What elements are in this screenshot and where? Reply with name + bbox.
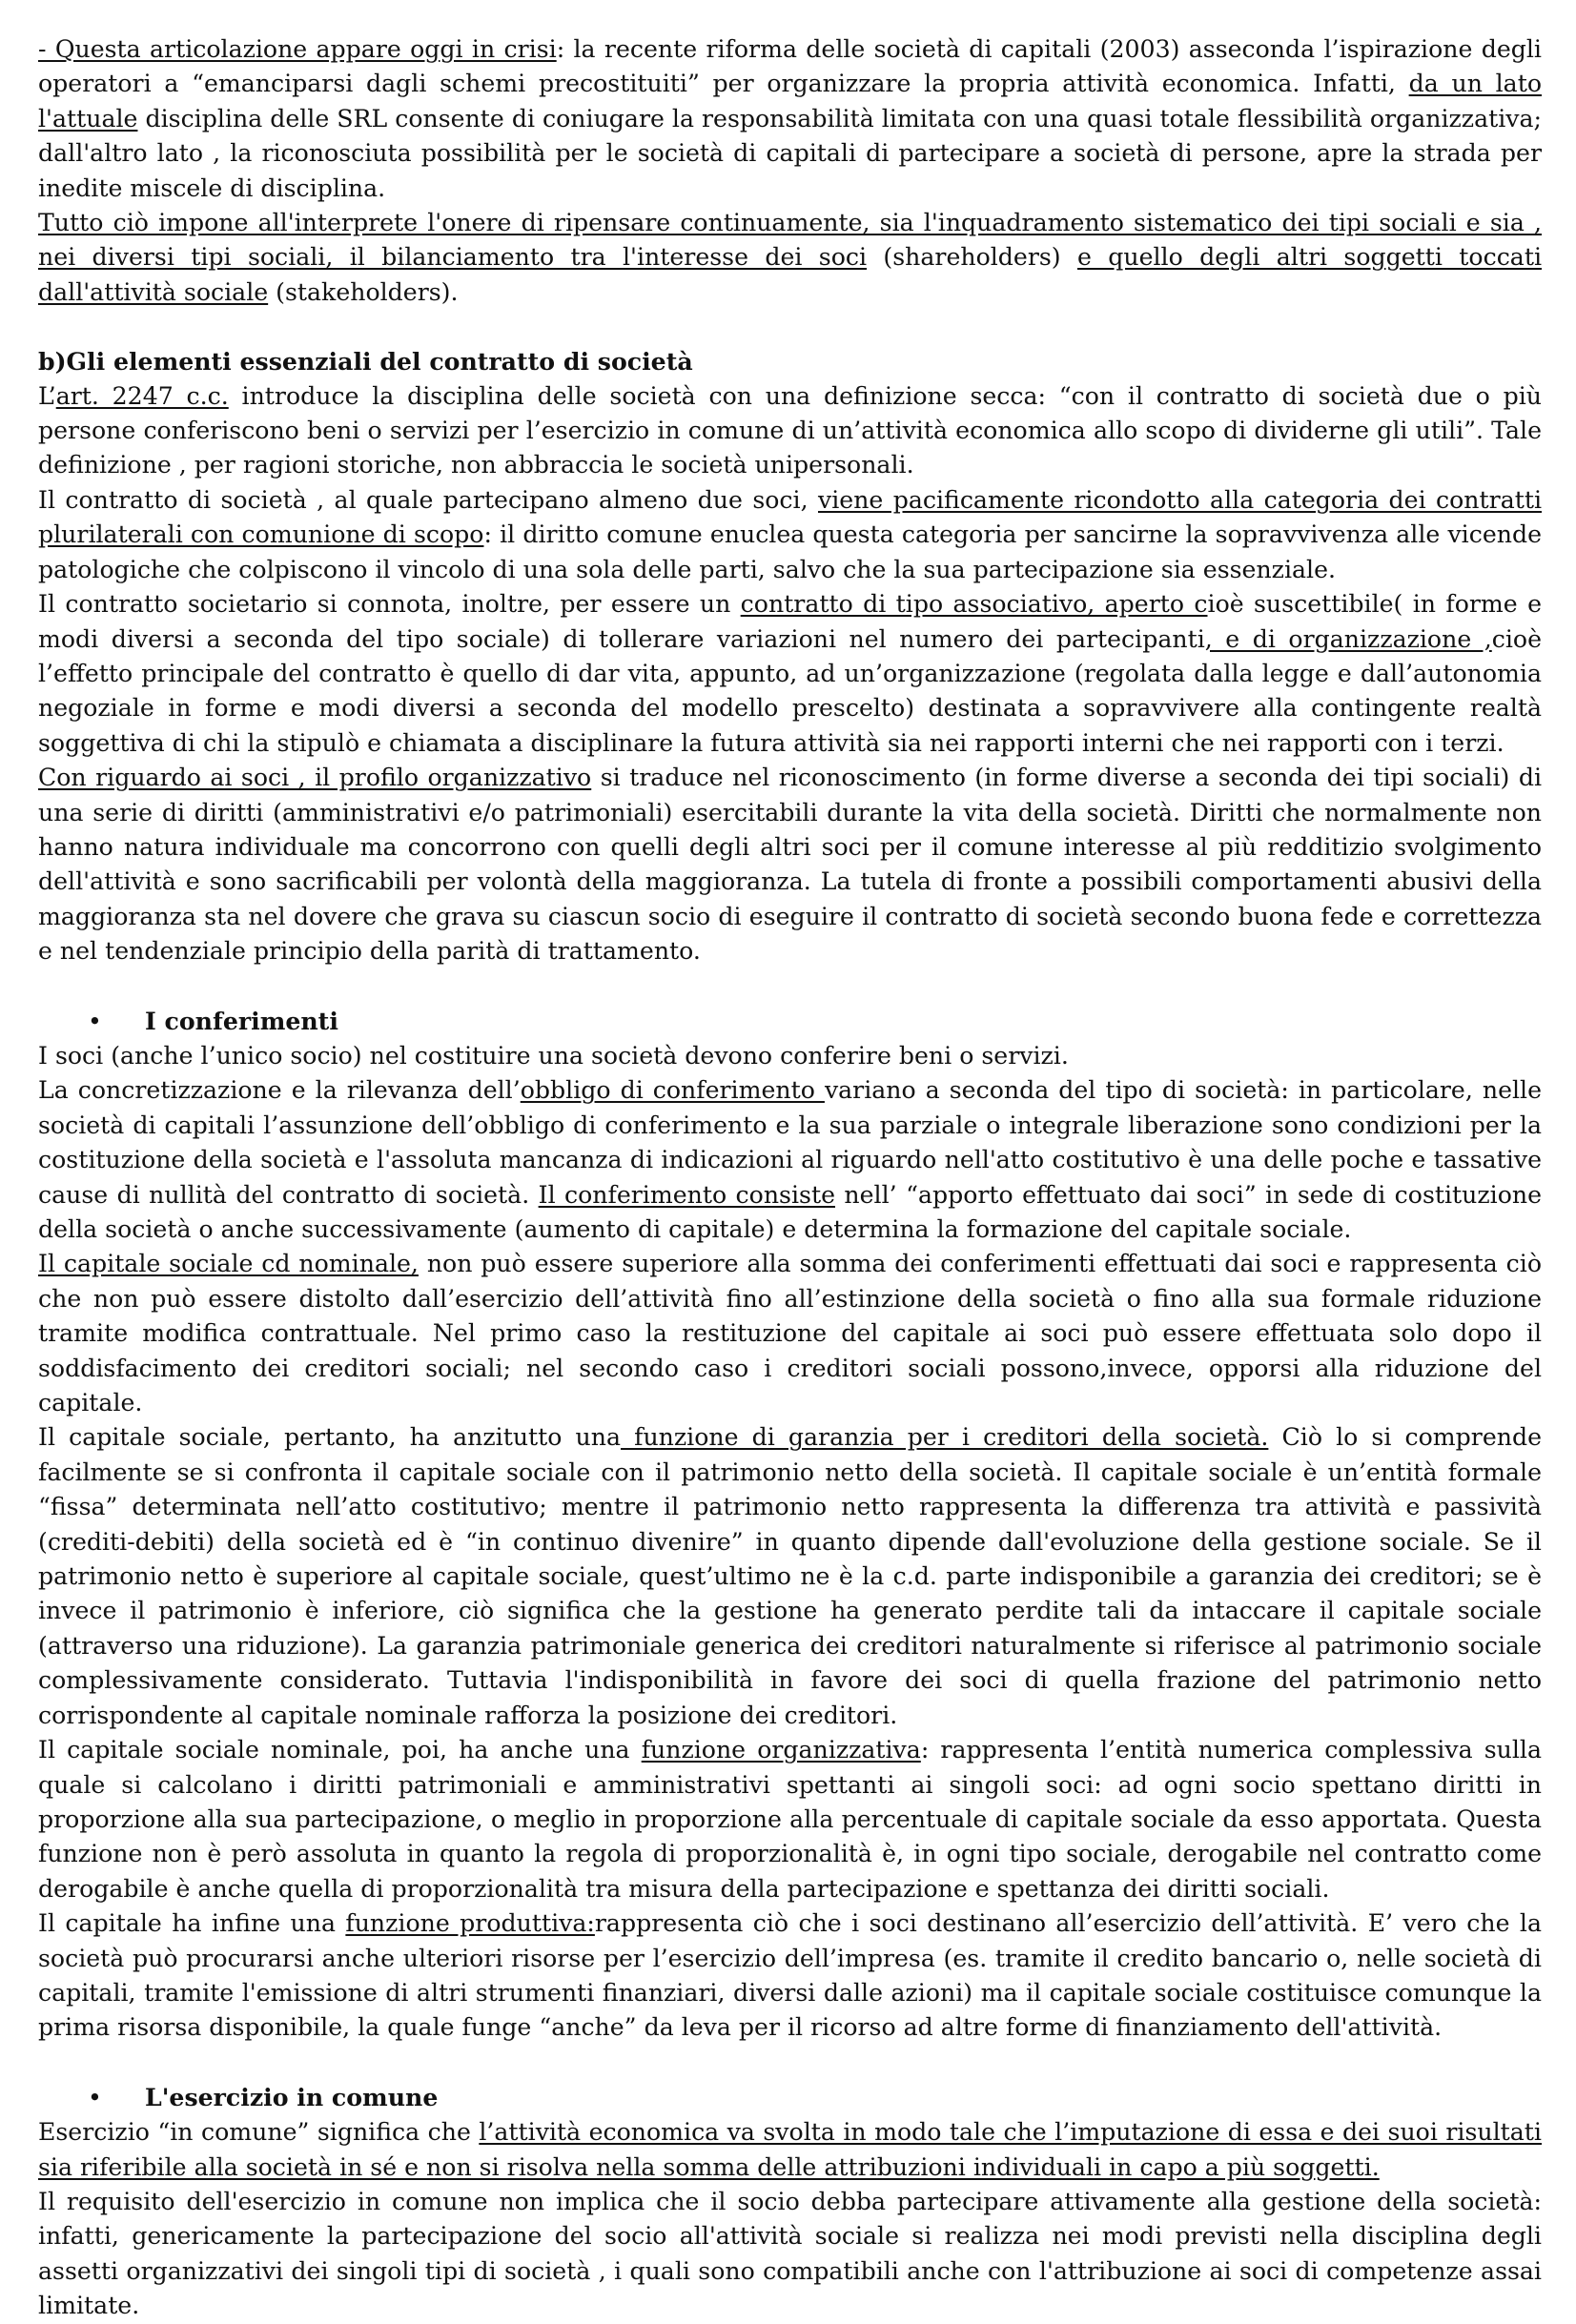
paragraph: La concretizzazione e la rilevanza dell’obbligo di conferimento variano a seconda del tipo di società: in particolare, nelle società di capitali l’assunzione dell’obbligo di conferimento e la sua parziale o integrale liberazione sono condizioni per la costituzione della società e l'assoluta mancanza di indicazioni al riguardo nell'atto costitutivo è una delle poche e tassative cause di nullità del contratto di società. Il conferimento consiste nell’ “apporto effettuato dai soci” in sede di costituzione della società o anche successivamente (aumento di capitale) e determina la formazione del capitale sociale. <box>38 1076 1543 1243</box>
paragraph: Il capitale ha infine una funzione produttiva:rappresenta ciò che i soci destinano all’esercizio dell’attività. E’ vero che la società può procurarsi anche ulteriori risorse per l’esercizio dell’impresa (es. tramite il credito bancario o, nelle società di capitali, tramite l'emissione di altri strumenti finanziari, diversi dalle azioni) ma il capitale sociale costituisce comunque la prima risorsa disponibile, la quale funge “anche” da leva per il ricorso ad altre forme di finanziamento dell'attività. <box>38 1909 1542 2042</box>
paragraph: I soci (anche l’unico socio) nel costituire una società devono conferire beni o servizi. <box>38 1041 1069 1070</box>
paragraph: Il contratto societario si connota, inoltre, per essere un contratto di tipo associativo, aperto cioè suscettibile( in forme e modi diversi a seconda del tipo sociale) di tollerare variazioni nel numero dei partecipanti, e di organizzazione ,cioè l’effetto principale del contratto è quello di dar vita, appunto, ad un’organizzazione (regolata dalla legge e dall’autonomia negoziale in forme e modi diversi a seconda del modello prescelto) destinata a sopravvivere alla contingente realtà soggettiva di chi la stipulò e chiamata a disciplinare la futura attività sia nei rapporti interni che nei rapporti con i terzi. <box>38 590 1542 757</box>
paragraph: Il requisito dell'esercizio in comune non implica che il socio debba partecipare attivamente alla gestione della società: infatti, genericamente la partecipazione del socio all'attività sociale si realizza nei modi previsti nella disciplina degli assetti organizzativi dei singoli tipi di società , i quali sono compatibili anche con l'attribuzione ai soci di competenze assai limitate. <box>38 2187 1542 2320</box>
paragraph: Il capitale sociale nominale, poi, ha anche una funzione organizzativa: rappresenta l’entità numerica complessiva sulla quale si calcolano i diritti patrimoniali e amministrativi spettanti ai singoli soci: ad ogni socio spettano diritti in proporzione alla sua partecipazione, o meglio in proporzione alla percentuale di capitale sociale da esso apportata. Questa funzione non è però assoluta in quanto la regola di proporzionalità è, in ogni tipo sociale, derogabile nel contratto come derogabile è anche quella di proporzionalità tra misura della partecipazione e spettanza dei diritti sociali. <box>38 1736 1542 1903</box>
paragraph: Con riguardo ai soci , il profilo organizzativo si traduce nel riconoscimento (in forme diverse a seconda dei tipi sociali) di una serie di diritti (amministrativi e/o patrimoniali) esercitabili durante la vita della società. Diritti che normalmente non hanno natura individuale ma concorrono con quelli degli altri soci per il comune interesse al più redditizio svolgimento dell'attività e sono sacrificabili per volontà della maggioranza. La tutela di fronte a possibili comportamenti abusivi della maggioranza sta nel dovere che grava su ciascun socio di eseguire il contratto di società secondo buona fede e correttezza e nel tendenziale principio della parità di trattamento. <box>38 764 1543 966</box>
section-heading: b)Gli elementi essenziali del contratto di società <box>38 347 693 377</box>
paragraph: L’art. 2247 c.c. introduce la disciplina delle società con una definizione secca: “con il contratto di società due o più persone conferiscono beni o servizi per l’esercizio in comune di un’attività economica allo scopo di dividerne gli utili”. Tale definizione , per ragioni storiche, non abbraccia le società unipersonali. <box>38 381 1542 479</box>
bullet-icon: • <box>88 1007 102 1035</box>
paragraph: Il capitale sociale, pertanto, ha anzitutto una funzione di garanzia per i creditori della società. Ciò lo si comprende facilmente se si confronta il capitale sociale con il patrimonio netto della società. Il capitale sociale è un’entità formale “fissa” determinata nell’atto costitutivo; mentre il patrimonio netto rappresenta la differenza tra attività e passività (crediti-debiti) della società ed è “in continuo divenire” in quanto dipende dall'evoluzione della gestione sociale. Se il patrimonio netto è superiore al capitale sociale, quest’ultimo ne è la c.d. parte indisponibile a garanzia dei creditori; se è invece il patrimonio è inferiore, ciò significa che la gestione ha generato perdite tali da intaccare il capitale sociale (attraverso una riduzione). La garanzia patrimoniale generica dei creditori naturalmente si riferisce al patrimonio sociale complessivamente considerato. Tuttavia l'indisponibilità in favore dei soci di quella frazione del patrimonio netto corrispondente al capitale nominale rafforza la posizione dei creditori. <box>38 1423 1542 1729</box>
bullet-heading: • I conferimenti <box>88 1004 1542 1039</box>
paragraph: - Questa articolazione appare oggi in crisi: la recente riforma delle società di capitali (2003) asseconda l’ispirazione degli operatori a “emanciparsi dagli schemi precostituiti” per organizzare la propria attività economica. Infatti, da un lato l'attuale disciplina delle SRL consente di coniugare la responsabilità limitata con una quasi totale flessibilità organizzativa; dall'altro lato , la riconosciuta possibilità per le società di capitali di partecipare a società di persone, apre la strada per inedite miscele di disciplina. <box>38 35 1542 202</box>
bullet-heading: • L'esercizio in comune <box>88 2080 1542 2115</box>
paragraph: Esercizio “in comune” significa che l’attività economica va svolta in modo tale che l’imputazione di essa e dei suoi risultati sia riferibile alla società in sé e non si risolva nella somma delle attribuzioni individuali in capo a più soggetti. <box>38 2118 1542 2181</box>
bullet-icon: • <box>88 2083 102 2111</box>
paragraph: Tutto ciò impone all'interprete l'onere di ripensare continuamente, sia l'inquadramento sistematico dei tipi sociali e sia , nei diversi tipi sociali, il bilanciamento tra l'interesse dei soci (shareholders) e quello degli altri soggetti toccati dall'attività sociale (stakeholders). <box>38 209 1542 306</box>
paragraph: Il capitale sociale cd nominale, non può essere superiore alla somma dei conferimenti effettuati dai soci e rappresenta ciò che non può essere distolto dall’esercizio dell’attività fino all’estinzione della società o fino alla sua formale riduzione tramite modifica contrattuale. Nel primo caso la restituzione del capitale ai soci può essere effettuata solo dopo il soddisfacimento dei creditori sociali; nel secondo caso i creditori sociali possono,invece, opporsi alla riduzione del capitale. <box>38 1250 1542 1417</box>
paragraph: Il contratto di società , al quale partecipano almeno due soci, viene pacificamente ricondotto alla categoria dei contratti plurilaterali con comunione di scopo: il diritto comune enuclea questa categoria per sancirne la sopravvivenza alle vicende patologiche che colpiscono il vincolo di una sola delle parti, salvo che la sua partecipazione sia essenziale. <box>38 485 1543 583</box>
document-body <box>38 32 1542 2324</box>
